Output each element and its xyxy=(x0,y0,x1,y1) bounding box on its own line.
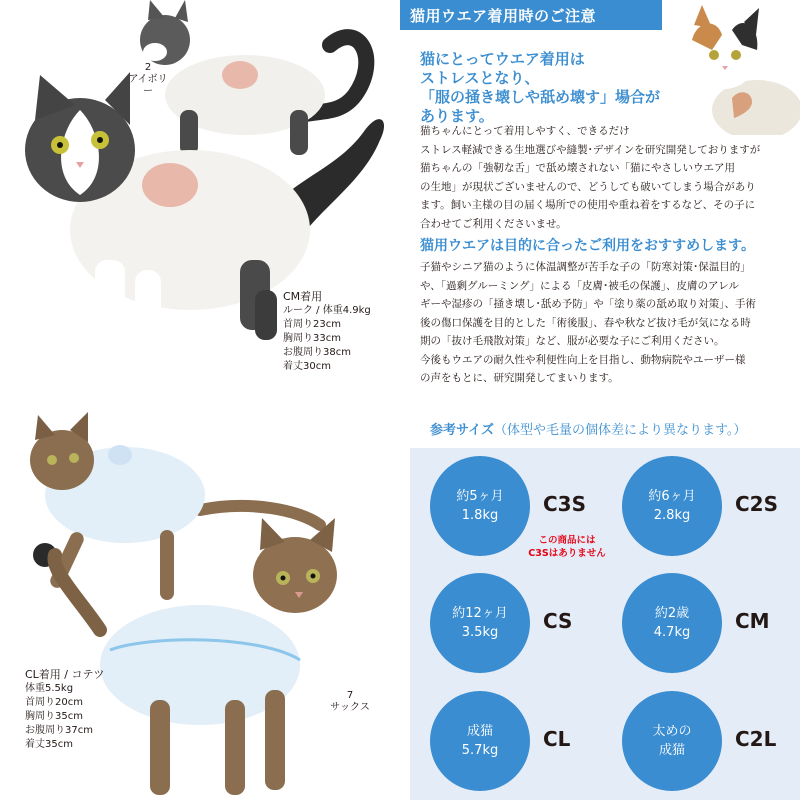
body-line: の生地」が現状ございませんので、どうしても破いてしまう場合があり xyxy=(420,180,756,193)
size-caption-cm xyxy=(283,290,371,374)
caption-line: 首周り23cm xyxy=(283,319,341,330)
notes-paragraph-2 xyxy=(420,258,795,388)
size-item-c3s xyxy=(430,456,610,559)
size-circle xyxy=(622,691,722,791)
size-guide-panel xyxy=(410,448,800,800)
size-age: 約12ヶ月 xyxy=(452,606,508,621)
size-age: 成猫 xyxy=(466,724,493,739)
caption-line: CL着用 / コテツ xyxy=(25,668,105,681)
color-number: 2 xyxy=(144,62,152,73)
size-weight: 5.7kg xyxy=(461,743,499,758)
caption-line: 体重5.5kg xyxy=(25,683,74,694)
front-tabby-cat xyxy=(54,518,337,795)
size-unavailable-note xyxy=(521,534,613,560)
color-label-ivory xyxy=(128,62,168,98)
size-circle xyxy=(430,573,530,673)
size-guide-heading: 参考サイズ xyxy=(430,423,494,438)
notes-lead xyxy=(420,50,670,126)
size-item-c2l xyxy=(622,691,800,791)
product-photo-sax xyxy=(0,400,400,800)
size-code: C2S xyxy=(735,492,778,516)
color-number: 7 xyxy=(346,690,354,701)
size-code: CM xyxy=(735,609,770,633)
lead-line: 「服の掻き壊しや舐め壊す」場合が xyxy=(420,88,661,106)
size-code: C3S xyxy=(543,492,586,516)
size-circle xyxy=(622,573,722,673)
color-label-sax xyxy=(325,690,375,714)
body-line: 後の傷口保護を目的とした「術後服」、春や秋など抜け毛が気になる時 xyxy=(420,316,751,329)
calico-cat-photo xyxy=(662,0,800,135)
body-line: の声をもとに、研究開発してまいります。 xyxy=(420,372,619,384)
lead-line: あります。 xyxy=(420,107,494,125)
size-weight: 1.8kg xyxy=(461,508,499,523)
caption-line: ルーク / 体重4.9kg xyxy=(283,305,371,316)
size-weight: 成猫 xyxy=(658,743,685,758)
size-weight: 4.7kg xyxy=(653,625,691,640)
size-code: CS xyxy=(543,609,573,633)
body-line: や、「過剰グルーミング」による「皮膚･被毛の保護」、皮膚のアレル xyxy=(420,279,739,292)
size-weight: 2.8kg xyxy=(653,508,691,523)
size-age: 約2歳 xyxy=(654,606,690,621)
color-name: サックス xyxy=(330,702,370,713)
warning-line: この商品には xyxy=(538,535,596,546)
size-item-cl xyxy=(430,691,610,791)
lead-line: 猫にとってウエア着用は xyxy=(420,50,585,68)
color-name: アイボリー xyxy=(128,74,168,97)
caption-line: 着丈35cm xyxy=(25,739,73,750)
body-line: 期の「抜け毛飛散対策」など、服が必要な子にご利用ください。 xyxy=(420,335,725,347)
body-line: 猫ちゃんにとって着用しやすく、できるだけ xyxy=(420,125,630,137)
size-circle xyxy=(622,456,722,556)
lead-line: ストレスとなり、 xyxy=(420,69,540,87)
size-age: 太めの xyxy=(652,724,692,739)
back-cat xyxy=(140,0,366,155)
body-line: ストレス軽減できる生地選びや縫製･デザインを研究開発しておりますが xyxy=(420,143,761,156)
size-circle xyxy=(430,691,530,791)
body-line: 合わせてご利用くださいませ。 xyxy=(420,217,567,230)
notes-paragraph-1 xyxy=(420,122,795,233)
size-weight: 3.5kg xyxy=(461,625,499,640)
size-guide-title xyxy=(430,419,746,438)
caption-line: お腹周り38cm xyxy=(283,347,351,358)
caption-line: 着丈30cm xyxy=(283,361,331,372)
caption-line: お腹周り37cm xyxy=(25,725,93,736)
body-line: 子猫やシニア猫のように体温調整が苦手な子の「防寒対策･保温目的」 xyxy=(420,261,751,273)
body-line: ます。飼い主様の目の届く場所での使用や重ね着をするなど、その子に xyxy=(420,199,756,211)
notes-subheading: 猫用ウエアは目的に合ったご利用をおすすめします。 xyxy=(420,238,756,254)
caption-line: CM着用 xyxy=(283,290,323,303)
body-line: ギーや湿疹の「掻き壊し･舐め予防」や「塗り薬の舐め取り対策」、手術 xyxy=(420,298,756,310)
warning-line: C3Sはありません xyxy=(528,548,606,559)
size-age: 約5ヶ月 xyxy=(456,489,504,504)
product-photo-ivory xyxy=(0,0,400,400)
caption-line: 胸周り33cm xyxy=(283,333,341,344)
body-line: 今後もウエアの耐久性や利便性向上を目指し、動物病院やユーザー様 xyxy=(420,353,746,366)
size-caption-cl xyxy=(25,668,104,752)
size-code: CL xyxy=(543,727,571,751)
caption-line: 首周り20cm xyxy=(25,697,83,708)
size-guide-note: （体型や毛量の個体差により異なります。） xyxy=(493,423,747,438)
size-item-cm xyxy=(622,573,800,673)
size-item-cs xyxy=(430,573,610,673)
size-circle xyxy=(430,456,530,556)
size-age: 約6ヶ月 xyxy=(648,489,696,504)
size-code: C2L xyxy=(735,727,777,751)
notes-heading: 猫用ウエア着用時のご注意 xyxy=(410,7,597,25)
body-line: 猫ちゃんの「強靭な舌」で舐め壊されない「猫にやさしいウエア用 xyxy=(420,162,735,174)
caption-line: 胸周り35cm xyxy=(25,711,83,722)
size-item-c2s xyxy=(622,456,800,556)
